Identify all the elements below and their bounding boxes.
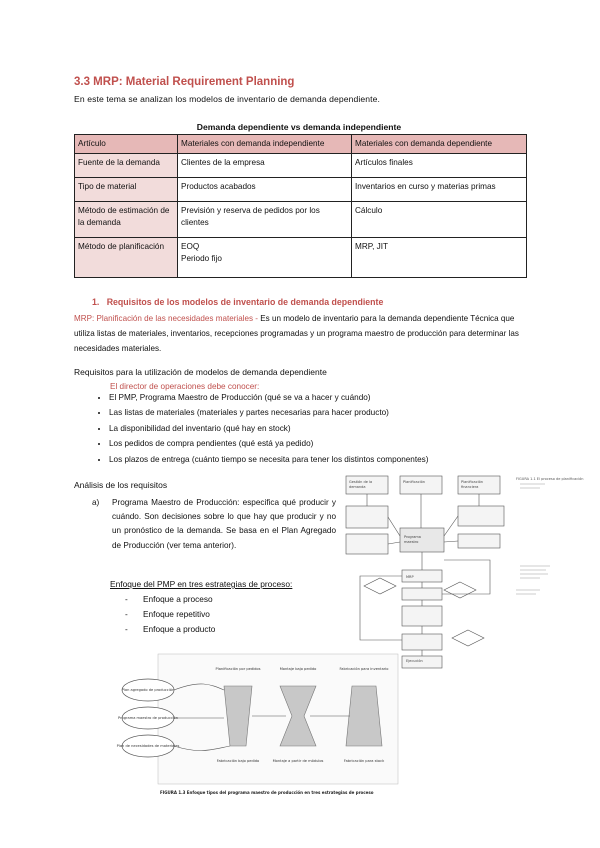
list-item: • Las listas de materiales (materiales y partes necesarias para hacer producto) [109, 405, 429, 420]
comparison-table [74, 134, 527, 278]
row-label-cell: Tipo de material [75, 178, 178, 202]
table-row [75, 154, 527, 178]
page-title: 3.3 MRP: Material Requirement Planning [74, 76, 295, 88]
section-number: 1. [92, 297, 100, 307]
svg-text:MRP: MRP [406, 575, 414, 579]
list-item: - Enfoque a producto [125, 622, 215, 637]
table-caption: Demanda dependiente vs demanda independiente [196, 122, 402, 132]
svg-text:Gestión de la: Gestión de la [349, 480, 373, 484]
requirements-heading: Requisitos para la utilización de modelos de demanda dependiente [74, 367, 327, 377]
intro-paragraph: En este tema se analizan los modelos de inventario de demanda dependiente. [74, 94, 380, 104]
table-row [75, 202, 527, 238]
table-cell: Clientes de la empresa [178, 154, 352, 178]
top-label: Fabricación para inventario [339, 667, 389, 671]
svg-text:Planificación: Planificación [461, 480, 483, 484]
process-strategy-figure [116, 650, 400, 800]
list-item: - Enfoque a proceso [125, 592, 215, 607]
svg-text:Ejecución: Ejecución [406, 659, 423, 663]
mrp-text: Es un modelo de inventario para la demanda dependiente Técnica que utiliza listas de materiales, inventarios, recepciones programadas y un programa maestro de producción para determinar las necesidades materiales. [74, 314, 519, 353]
table-cell: MRP, JIT [352, 238, 527, 278]
ellipse-label: Plan agregado de producción [121, 688, 175, 692]
table-cell: EOQ Periodo fijo [178, 238, 352, 278]
item-marker: a) [92, 498, 100, 507]
table-row [75, 178, 527, 202]
table-cell: Productos acabados [178, 178, 352, 202]
planning-process-figure [340, 470, 584, 680]
svg-text:maestro: maestro [404, 540, 419, 544]
section-title: Requisitos de los modelos de inventario de demanda dependiente [106, 297, 384, 307]
requirements-list [95, 390, 429, 467]
analysis-heading: Análisis de los requisitos [74, 480, 168, 490]
section-heading [92, 297, 383, 307]
table-header-cell: Artículo [75, 135, 178, 154]
table-row [75, 238, 527, 278]
row-label-cell: Fuente de la demanda [75, 154, 178, 178]
list-item: • Los pedidos de compra pendientes (qué está ya pedido) [109, 436, 429, 451]
ellipse-label: Programa maestro de producción [118, 716, 178, 720]
figure-caption: FIGURA 1.1 El proceso de planificación [516, 477, 584, 481]
table-cell: Cálculo [352, 202, 527, 238]
list-item: - Enfoque repetitivo [125, 607, 215, 622]
bottom-label: Montaje a partir de módulos [272, 759, 324, 763]
director-note: El director de operaciones debe conocer: [110, 382, 260, 391]
top-label: Montaje bajo pedido [279, 667, 317, 671]
table-header-cell: Materiales con demanda independiente [178, 135, 352, 154]
bottom-label: Fabricación bajo pedido [216, 759, 260, 763]
list-item: • La disponibilidad del inventario (qué hay en stock) [109, 421, 429, 436]
ellipse-label: Plan de necesidades de materiales [116, 744, 180, 748]
list-item: • Los plazos de entrega (cuánto tiempo se necesita para tener los distintos componentes) [109, 452, 429, 467]
svg-text:Programa: Programa [404, 535, 421, 539]
row-label-cell: Método de planificación [75, 238, 178, 278]
table-header-row [75, 135, 527, 154]
list-item: • El PMP, Programa Maestro de Producción (qué se va a hacer y cuándo) [109, 390, 429, 405]
row-label-cell: Método de estimación de la demanda [75, 202, 178, 238]
svg-text:Planificación: Planificación [403, 480, 425, 484]
table-cell: Artículos finales [352, 154, 527, 178]
approach-list [125, 592, 215, 638]
mrp-label: MRP: Planificación de las necesidades materiales - [74, 314, 258, 323]
table-cell: Inventarios en curso y materias primas [352, 178, 527, 202]
mrp-definition [74, 311, 534, 356]
table-cell: Previsión y reserva de pedidos por los clientes [178, 202, 352, 238]
svg-text:demanda: demanda [349, 485, 366, 489]
table-header-cell: Materiales con demanda dependiente [352, 135, 527, 154]
bottom-label: Fabricación para stock [343, 759, 385, 763]
svg-text:financiera: financiera [461, 485, 479, 489]
approach-heading: Enfoque del PMP en tres estrategias de proceso: [110, 579, 293, 589]
figure-caption: FIGURA 1.3 Enfoque tipos del programa maestro de producción en tres estrategias de proceso [160, 790, 374, 795]
top-label: Planificación por pedidos [215, 667, 261, 671]
item-a-text: Programa Maestro de Producción: especifica qué producir y cuándo. Son decisiones sobre lo que hay que producir y no un pronóstico de la demanda. Se basa en el Plan Agregado de Producción (ver tema anterior). [112, 498, 336, 550]
